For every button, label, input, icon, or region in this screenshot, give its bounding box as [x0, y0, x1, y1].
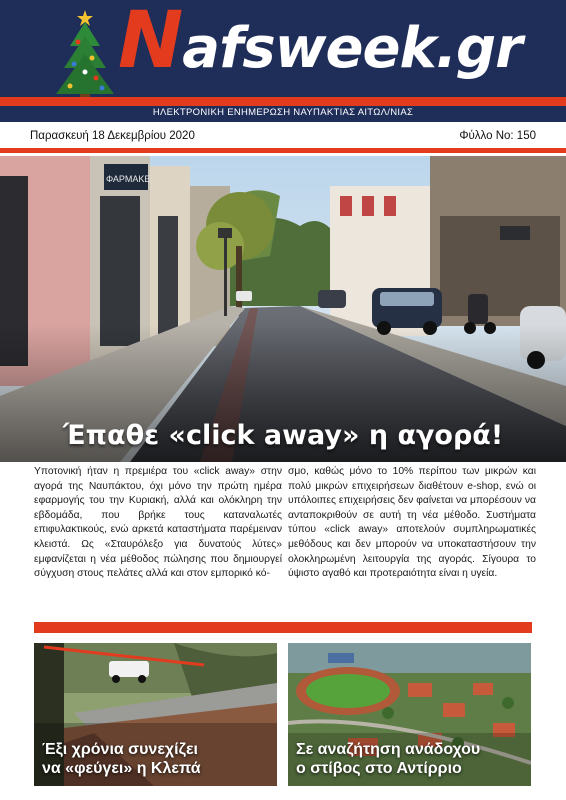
- masthead: [0, 0, 566, 122]
- story-card-antirrio[interactable]: [288, 643, 531, 786]
- article-column-2: σμο, καθώς μόνο το 10% περίπου των μικρών και πολύ μικρών επιχειρήσεων διαθέτουν e-shop, ενώ οι υπόλοιπες επιχειρήσεις δεν φαίνεται να μπορέσουν να ανταποκριθούν σε αυτή τη νέα μέθοδο. Συστήματα τύπου «click away» αποτελούν συμπληρωματικές μεθόδους και δεν μπορούν να υποκαταστήσουν την ολοκληρωμένη λειτουργία της αγοράς. Σίγουρα το ύψιστο αγαθό και προτεραιότητα είναι η υγεία.: [288, 466, 536, 580]
- christmas-tree-icon: [52, 6, 118, 106]
- caption-line: Σε αναζήτηση ανάδοχου: [296, 741, 481, 758]
- logo-text: afsweek.gr: [182, 16, 522, 81]
- dateline: [0, 124, 566, 148]
- article-column-1: Υποτονική ήταν η πρεμιέρα του «click away» στην αγορά της Ναυπάκτου, όχι μόνο την πρώτη ημέρα εφαρμογής του την Κυριακή, αλλά και ολόκληρη την εβδομάδα, που βρήκε τους καταναλωτές επιφυλακτικούς, ενώ αρκετά καταστήματα παρέμειναν κλειστά. Ως «Σταυρόλεξο για δυνατούς λύτες» εμφανίζεται η νέα μέθοδος πώλησης που δημιουργεί σύγχυση στους πελάτες αλλά και στον εμπορικό κό-: [34, 466, 282, 580]
- story-card-klepa[interactable]: [34, 643, 277, 786]
- story-caption-klepa: [42, 740, 201, 778]
- lead-photo: [0, 156, 566, 462]
- caption-line: Έξι χρόνια συνεχίζει: [42, 741, 198, 758]
- tagline: ΗΛΕΚΤΡΟΝΙΚΗ ΕΝΗΜΕΡΩΣΗ ΝΑΥΠΑΚΤΙΑΣ ΑΙΤΩΛ/ΝΙΑΣ: [152, 107, 414, 118]
- story-caption-antirrio: [296, 740, 480, 778]
- issue-date: Παρασκευή 18 Δεκεμβρίου 2020: [30, 130, 195, 142]
- section-red-separator: [34, 622, 532, 633]
- issue-number: Φύλλο Νο: 150: [459, 130, 536, 142]
- caption-line: να «φεύγει» η Κλεπά: [42, 760, 201, 777]
- lead-headline: Έπαθε «click away» η αγορά!: [62, 420, 504, 451]
- site-logo: [118, 0, 522, 86]
- dateline-red-rule: [0, 148, 566, 153]
- caption-line: ο στίβος στο Αντίρριο: [296, 760, 462, 777]
- masthead-red-bar: [0, 97, 566, 106]
- logo-initial: N: [118, 0, 183, 86]
